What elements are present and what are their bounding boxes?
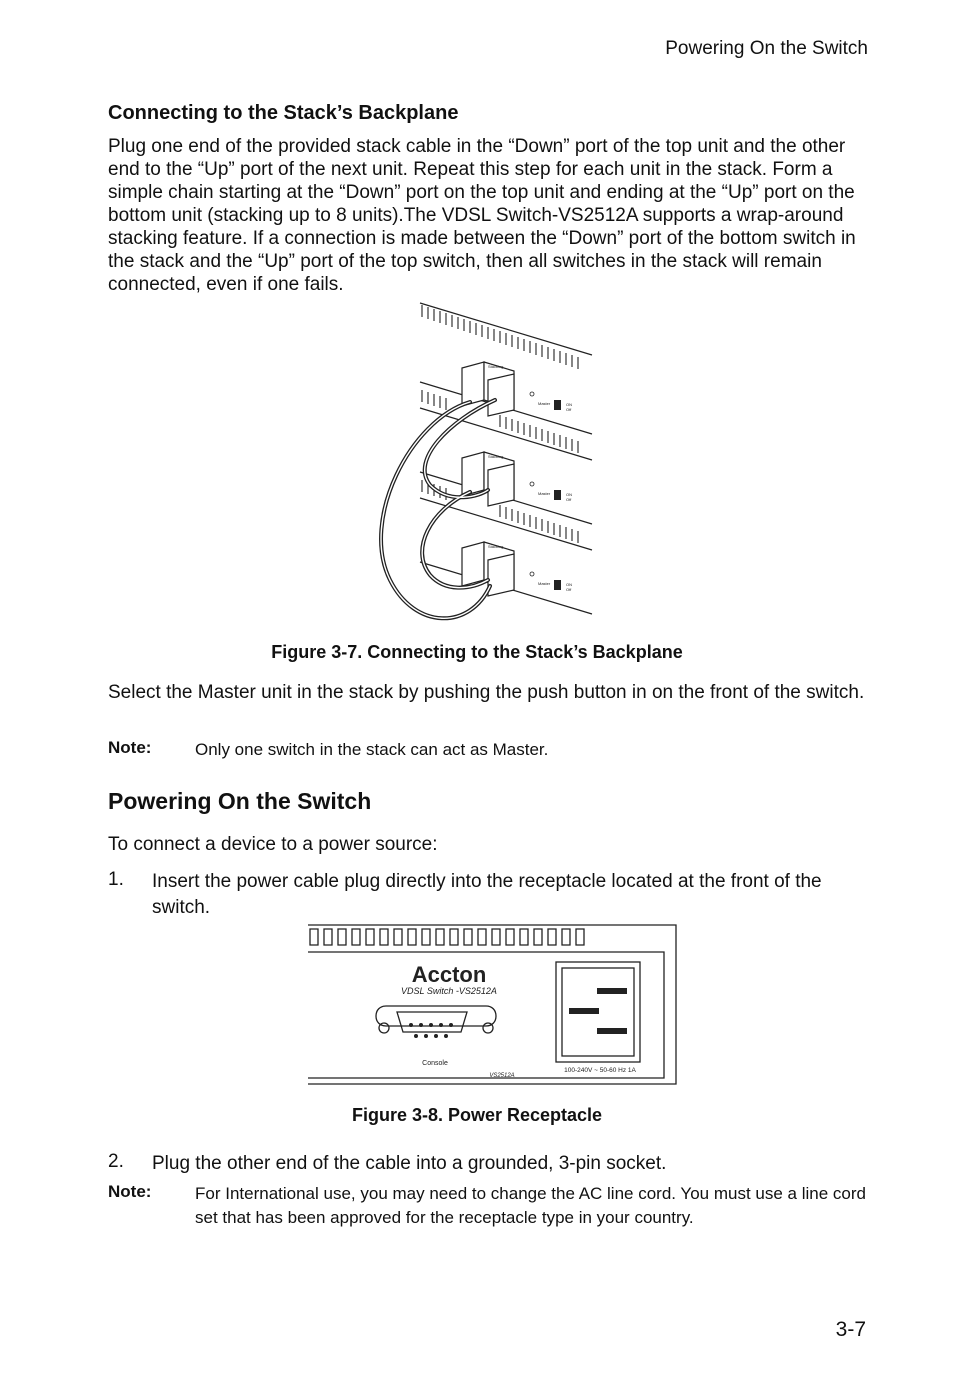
running-header: Powering On the Switch: [665, 38, 868, 59]
master-label: Master: [538, 491, 551, 496]
model-line: VDSL Switch -VS2512A: [401, 986, 497, 996]
master-label: Master: [538, 401, 551, 406]
stacking-label: Stacking: [488, 364, 504, 369]
master-label: Master: [538, 581, 551, 586]
off-label: Off: [566, 407, 572, 412]
off-label: Off: [566, 497, 572, 502]
power-intro: To connect a device to a power source:: [108, 834, 438, 855]
console-label: Console: [422, 1060, 448, 1067]
stacking-label: Stacking: [488, 454, 504, 459]
figure-caption-3-8: Figure 3-8. Power Receptacle: [351, 1105, 603, 1125]
subsection-heading: Connecting to the Stack’s Backplane: [108, 102, 459, 124]
step-number: 2.: [108, 1151, 124, 1172]
note-text: Only one switch in the stack can act as Master.: [195, 740, 549, 759]
step-number: 1.: [108, 869, 124, 890]
step-text: Plug the other end of the cable into a grounded, 3-pin socket.: [152, 1153, 667, 1174]
page-number: 3-7: [835, 1318, 866, 1341]
power-rating-label: 100-240V ~ 50-60 Hz 1A: [564, 1067, 636, 1074]
master-paragraph: Select the Master unit in the stack by pushing the push button in on the front of the switch.: [108, 682, 865, 703]
on-label: ON: [566, 492, 572, 497]
brand-logo: Accton: [411, 962, 487, 987]
off-label: Off: [566, 587, 572, 592]
note-text: For International use, you may need to change the AC line cord. You must use a line cord set that has been approved for the receptacle type in your country.: [195, 1184, 866, 1227]
figure-caption-3-7: Figure 3-7. Connecting to the Stack’s Backplane: [271, 642, 683, 662]
stacking-paragraph: Plug one end of the provided stack cable in the “Down” port of the top unit and the other end to the “Up” port of the next unit. Repeat this step for each unit in the stack. Form a simple chain starting at the “Down” port on the top unit and ending at the “Up” port on the bottom unit (stacking up to 8 units).The VDSL Switch-VS2512A supports a wrap-around stacking feature. If a connection is made between the “Down” port of the bottom switch in the stack and the “Up” port of the top switch, then all switches in the stack will remain connected, even if one fails.: [108, 136, 856, 295]
note-label: Note:: [108, 1182, 152, 1201]
step-text: Insert the power cable plug directly into the receptacle located at the front of the switch.: [152, 871, 822, 918]
section-heading: Powering On the Switch: [108, 788, 372, 814]
stack-backplane-figure: [370, 300, 610, 635]
note-label: Note:: [108, 738, 152, 757]
model-small-label: VS2512A: [489, 1073, 515, 1079]
power-receptacle-figure: [300, 922, 680, 1088]
on-label: ON: [566, 582, 572, 587]
on-label: ON: [566, 402, 572, 407]
stacking-label: Stacking: [488, 544, 504, 549]
